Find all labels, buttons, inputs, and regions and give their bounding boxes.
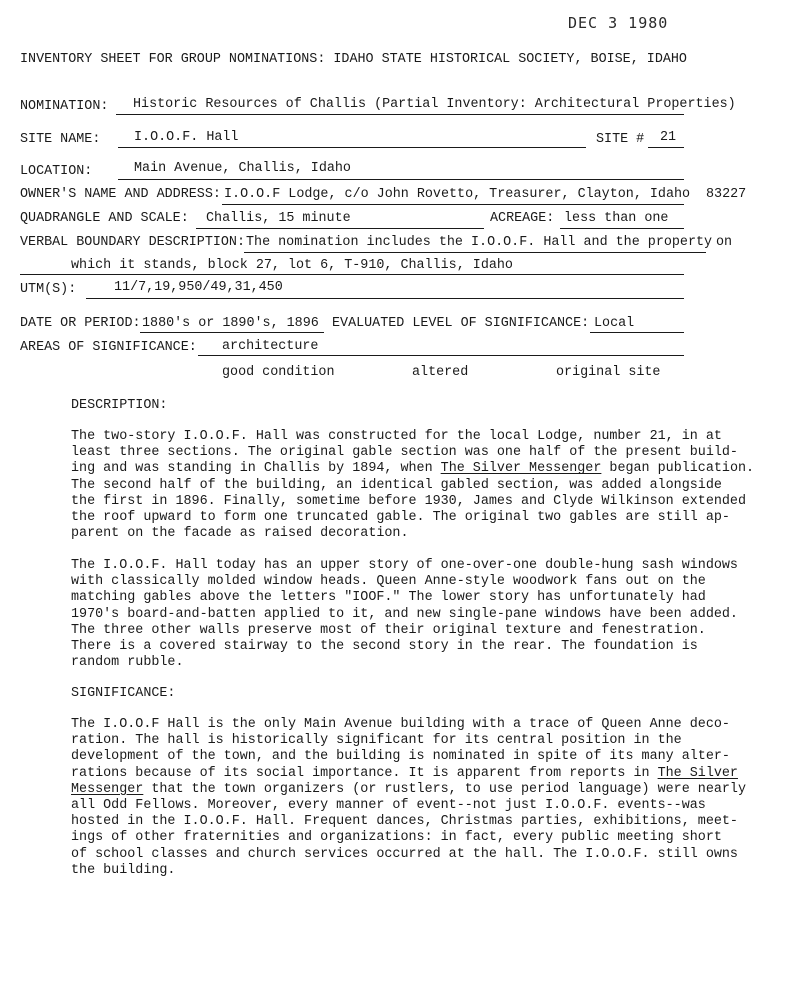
text-line: [71, 766, 761, 782]
site-number-underline: [648, 147, 684, 148]
owner-zip: 83227: [706, 187, 747, 202]
boundary-label: VERBAL BOUNDARY DESCRIPTION:: [20, 235, 245, 250]
acreage-label: ACREAGE:: [490, 211, 555, 226]
boundary-underline-2: [20, 274, 684, 275]
site-name-label: SITE NAME:: [20, 132, 101, 147]
text-line: parent on the facade as raised decoration.: [71, 526, 409, 542]
text-line: the first in 1896. Finally, sometime before 1930, James and Clyde Wilkinson extended: [71, 493, 746, 509]
text-run: began publication.: [601, 461, 755, 477]
newspaper-title: The Silver: [657, 765, 738, 781]
site-number-value: 21: [660, 130, 677, 145]
acreage-value: less than one: [564, 211, 669, 226]
text-line: ration. The hall is historically significant for its central position in the: [71, 733, 682, 749]
text-line: of school classes and church services occurred at the hall. The I.O.O.F. still owns: [71, 846, 738, 862]
text-line: with classically molded window heads. Queen Anne-style woodwork fans out on the: [71, 574, 706, 590]
date-value: 1880's or 1890's, 1896: [142, 316, 319, 331]
text-line: random rubble.: [71, 655, 184, 671]
text-line: development of the town, and the building is nominated in spite of its many alter-: [71, 749, 730, 765]
text-line: all Odd Fellows. Moreover, every manner of event--not just I.O.O.F. events--was: [71, 798, 706, 814]
text-line: matching gables above the letters "IOOF." The lower story has unfortunately had: [71, 590, 706, 606]
date-underline: [140, 332, 324, 333]
date-label: DATE OR PERIOD:: [20, 316, 141, 331]
boundary-value-line-2: which it stands, block 27, lot 6, T-910, Challis, Idaho: [71, 258, 513, 273]
condition-original-site: original site: [556, 365, 661, 380]
significance-level-underline: [590, 332, 684, 333]
text-line: There is a covered stairway to the second story in the rear. The foundation is: [71, 639, 698, 655]
location-value: Main Avenue, Challis, Idaho: [134, 161, 351, 176]
text-line: 1970's board-and-batten applied to it, and new single-pane windows have been added.: [71, 606, 738, 622]
text-line: The I.O.O.F. Hall today has an upper story of one-over-one double-hung sash windows: [71, 558, 738, 573]
condition-good: good condition: [222, 365, 335, 380]
significance-level-value: Local: [594, 316, 635, 331]
quadrangle-underline: [196, 228, 484, 229]
nomination-label: NOMINATION:: [20, 99, 109, 114]
significance-level-label: EVALUATED LEVEL OF SIGNIFICANCE:: [332, 316, 590, 331]
nomination-value: Historic Resources of Challis (Partial Inventory: Architectural Properties): [133, 97, 736, 112]
description-paragraph-1: [71, 429, 761, 542]
text-line: [71, 782, 761, 798]
text-line: least three sections. The original gable section was one half of the present build-: [71, 445, 738, 461]
text-run: ing and was standing in Challis by 1894, when: [71, 461, 441, 477]
text-line: The I.O.O.F Hall is the only Main Avenue building with a trace of Queen Anne deco-: [71, 717, 730, 732]
text-line: the roof upward to form one truncated gable. The original two gables are still ap-: [71, 510, 730, 526]
owner-label: OWNER'S NAME AND ADDRESS:: [20, 187, 221, 202]
site-name-value: I.O.O.F. Hall: [134, 130, 239, 145]
form-header: INVENTORY SHEET FOR GROUP NOMINATIONS: IDAHO STATE HISTORICAL SOCIETY, BOISE, IDAHO: [20, 52, 687, 67]
owner-value: I.O.O.F Lodge, c/o John Rovetto, Treasurer, Clayton, Idaho: [224, 187, 691, 202]
utm-underline: [86, 298, 684, 299]
acreage-underline: [560, 228, 684, 229]
newspaper-title: Messenger: [71, 781, 144, 797]
text-line: the building.: [71, 862, 176, 878]
boundary-value-line-1-end: on: [716, 235, 733, 250]
text-run: that the town organizers (or rustlers, to use period language) were nearly: [143, 781, 747, 797]
text-line: The three other walls preserve most of their original texture and fenestration.: [71, 622, 706, 638]
location-underline: [118, 179, 684, 180]
date-received-stamp: DEC 3 1980: [568, 14, 669, 32]
quadrangle-label: QUADRANGLE AND SCALE:: [20, 211, 189, 226]
site-number-label: SITE #: [596, 132, 645, 147]
areas-label: AREAS OF SIGNIFICANCE:: [20, 340, 197, 355]
text-line: ings of other fraternities and organizations: in fact, every public meeting short: [71, 830, 722, 846]
text-line: [71, 461, 761, 477]
text-line: hosted in the I.O.O.F. Hall. Frequent dances, Christmas parties, exhibitions, meet-: [71, 814, 738, 830]
nomination-underline: [116, 114, 684, 115]
significance-paragraph: [71, 717, 761, 879]
text-line: The two-story I.O.O.F. Hall was constructed for the local Lodge, number 21, in at: [71, 429, 722, 444]
quadrangle-value: Challis, 15 minute: [206, 211, 351, 226]
boundary-underline-1: [244, 252, 706, 253]
utm-label: UTM(S):: [20, 282, 77, 297]
condition-altered: altered: [412, 365, 469, 380]
significance-heading: SIGNIFICANCE:: [71, 686, 176, 701]
owner-underline: [222, 204, 684, 205]
areas-value: architecture: [222, 339, 319, 354]
text-line: The second half of the building, an identical gabled section, was added alongside: [71, 477, 722, 493]
areas-underline: [198, 355, 684, 356]
site-name-underline: [118, 147, 586, 148]
location-label: LOCATION:: [20, 164, 93, 179]
description-paragraph-2: [71, 558, 761, 671]
utm-value: 11/7,19,950/49,31,450: [114, 280, 283, 295]
newspaper-title: The Silver Messenger: [440, 461, 602, 477]
description-heading: DESCRIPTION:: [71, 398, 168, 413]
boundary-value-line-1: The nomination includes the I.O.O.F. Hall and the property: [246, 235, 713, 250]
text-run: rations because of its social importance. It is apparent from reports in: [71, 765, 658, 781]
